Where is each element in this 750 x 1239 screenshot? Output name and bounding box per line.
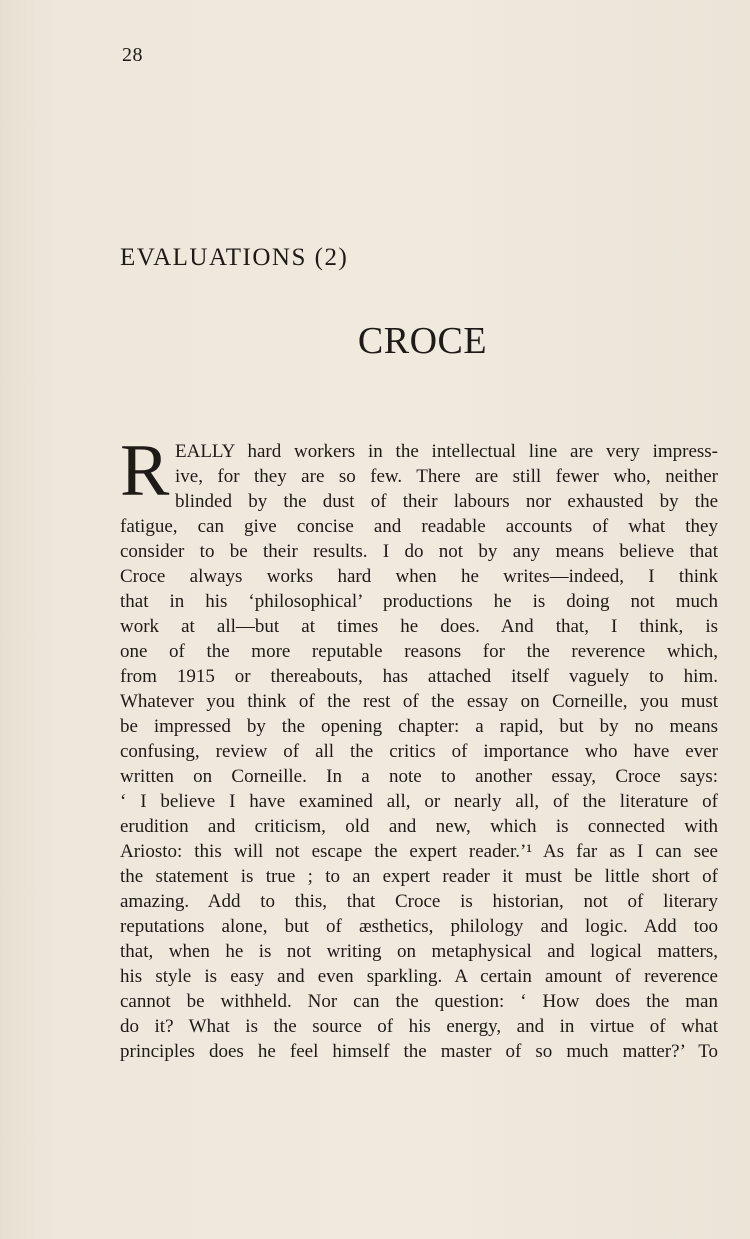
text-line: reputations alone, but of æsthetics, philology and logic. Add too: [120, 916, 718, 937]
text-line: one of the more reputable reasons for the reverence which,: [120, 641, 718, 662]
text-line: be impressed by the opening chapter: a rapid, but by no means: [120, 716, 718, 737]
text-line: ‘ I believe I have examined all, or nearly all, of the literature of: [120, 791, 718, 812]
text-line: work at all—but at times he does. And that, I think, is: [120, 616, 718, 637]
text-line: Whatever you think of the rest of the essay on Corneille, you must: [120, 691, 718, 712]
text-line: Croce always works hard when he writes—indeed, I think: [120, 566, 718, 587]
drop-cap: R: [120, 430, 170, 512]
text-line: his style is easy and even sparkling. A certain amount of reverence: [120, 966, 718, 987]
text-line: do it? What is the source of his energy, and in virtue of what: [120, 1016, 718, 1037]
text-line: consider to be their results. I do not by any means believe that: [120, 541, 718, 562]
text-line: amazing. Add to this, that Croce is historian, not of literary: [120, 891, 718, 912]
text-line: from 1915 or thereabouts, has attached itself vaguely to him.: [120, 666, 718, 687]
text-line: cannot be withheld. Nor can the question: ‘ How does the man: [120, 991, 718, 1012]
text-line: Ariosto: this will not escape the expert reader.’¹ As far as I can see: [120, 841, 718, 862]
body-text: [120, 430, 718, 1064]
chapter-title: CROCE: [357, 320, 488, 362]
text-line: confusing, review of all the critics of importance who have ever: [120, 741, 718, 762]
text-line: that in his ‘philosophical’ productions he is doing not much: [120, 591, 718, 612]
text-line: blinded by the dust of their labours nor exhausted by the: [175, 491, 718, 512]
text-line: erudition and criticism, old and new, which is connected with: [120, 816, 718, 837]
text-line: the statement is true ; to an expert reader it must be little short of: [120, 866, 718, 887]
text-line: that, when he is not writing on metaphysical and logical matters,: [120, 941, 718, 962]
text-line: principles does he feel himself the master of so much matter?’ To: [120, 1041, 718, 1062]
text-line: ive, for they are so few. There are still fewer who, neither: [175, 466, 718, 487]
text-line: EALLY hard workers in the intellectual line are very impress-: [175, 441, 718, 462]
text-line: written on Corneille. In a note to another essay, Croce says:: [120, 766, 718, 787]
text-line: fatigue, can give concise and readable accounts of what they: [120, 516, 718, 537]
page-number: 28: [122, 44, 143, 66]
section-heading: EVALUATIONS (2): [120, 244, 349, 271]
